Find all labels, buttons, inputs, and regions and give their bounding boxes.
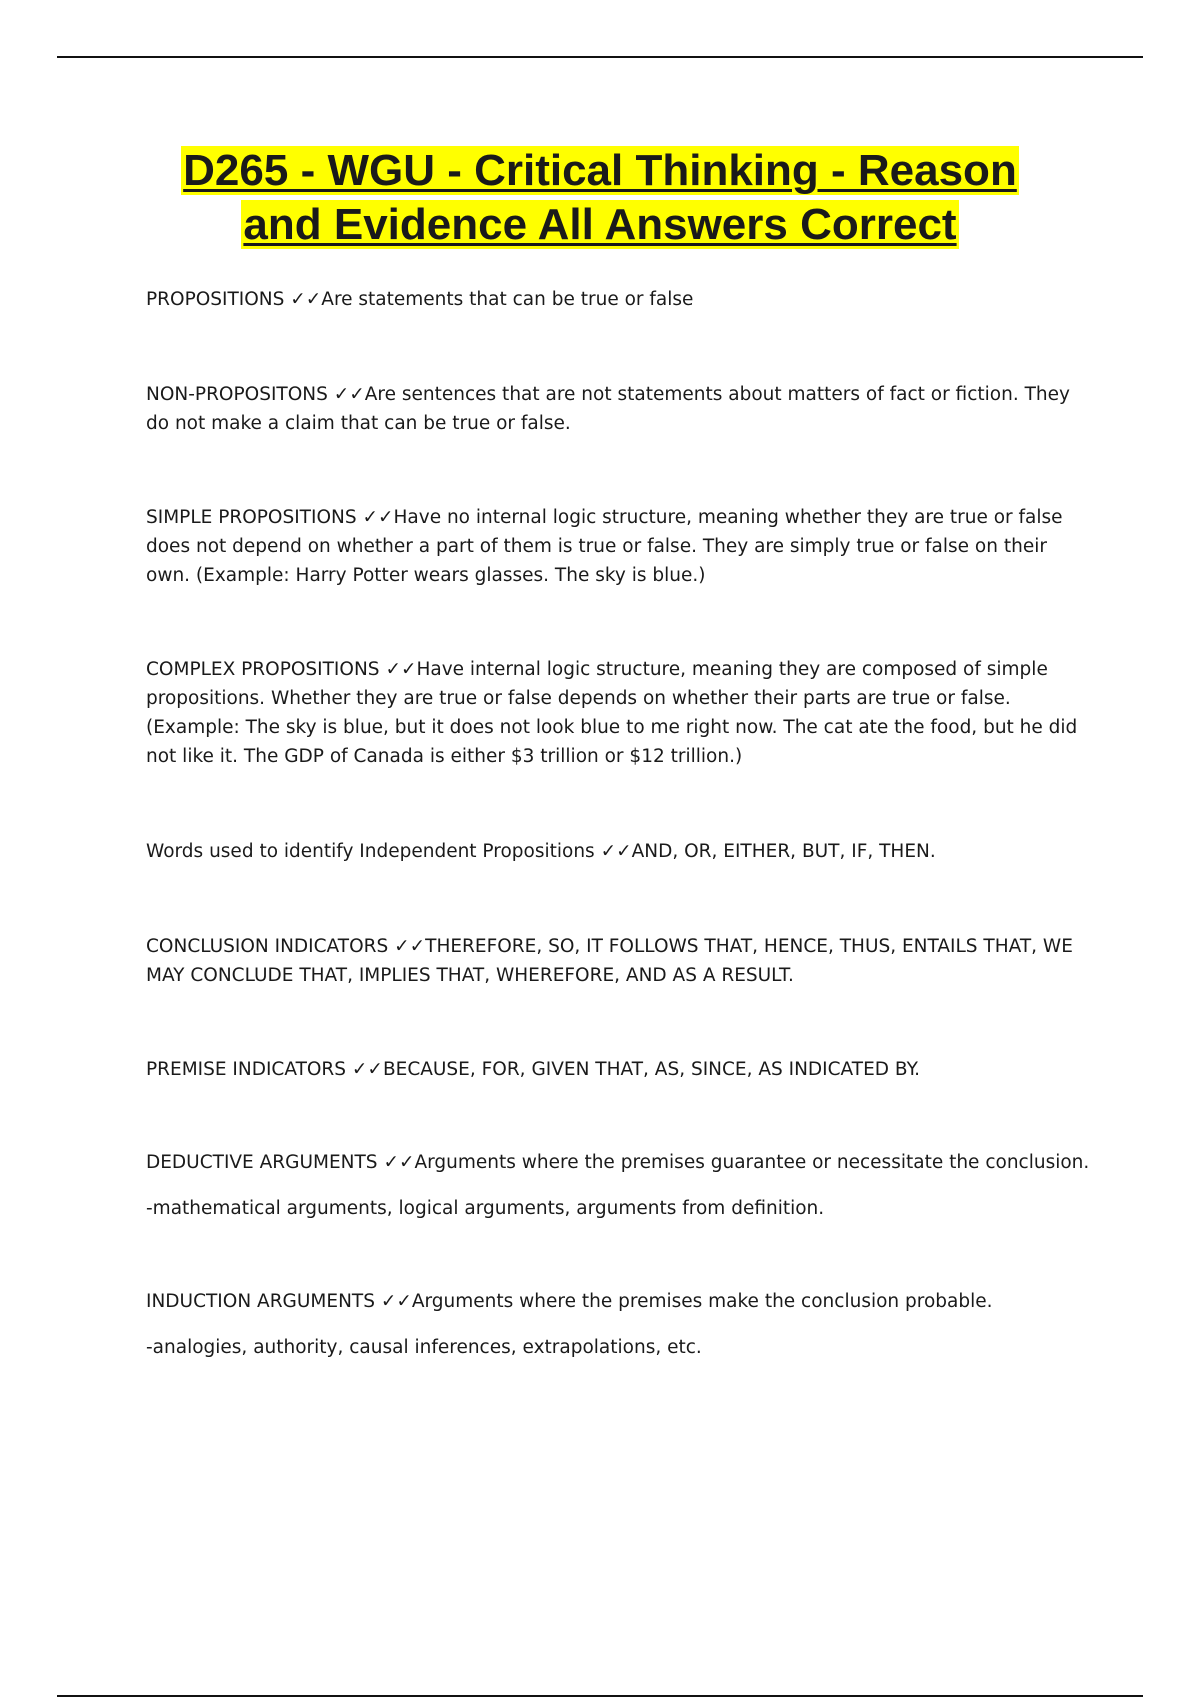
entry-text [146,655,1096,771]
entry-text [146,380,1096,438]
entry-term: PREMISE INDICATORS [146,1059,347,1080]
double-check-icon: ✓✓ [362,507,394,528]
entry-term: INDUCTION ARGUMENTS [146,1291,375,1312]
entry-text [146,285,1096,314]
entry-definition: THEREFORE, SO, IT FOLLOWS THAT, HENCE, THUS, ENTAILS THAT, WE MAY CONCLUDE THAT, IMPLIES THAT, WHEREFORE, AND AS A RESULT. [146,936,1073,986]
double-check-icon: ✓✓ [380,1291,412,1312]
entry-definition: Are statements that can be true or false [321,289,694,310]
entry-non-propositions [146,380,1096,438]
entry-text [146,1055,1096,1084]
double-check-icon: ✓✓ [600,841,632,862]
entry-propositions [146,285,1096,314]
entry-definition: Have internal logic structure, meaning they are composed of simple propositions. Whether they are true or false depends on whether their parts are true or false. (Example: The sky is blue, but it does not look blue to me right now. The cat ate the food, but he did not like it. The GDP of Canada is either $3 trillion or $12 trillion.) [146,659,1078,767]
double-check-icon: ✓✓ [333,384,365,405]
entry-conclusion-indicators [146,932,1096,990]
entry-term: SIMPLE PROPOSITIONS [146,507,357,528]
entry-text [146,503,1096,590]
entry-text [146,1148,1096,1177]
bottom-rule [57,1695,1143,1697]
entry-term: PROPOSITIONS [146,289,285,310]
entry-premise-indicators [146,1055,1096,1084]
top-rule [57,56,1143,58]
title-line-2: and Evidence All Answers Correct [243,200,957,249]
entry-definition: Have no internal logic structure, meaning whether they are true or false does not depend on whether a part of them is true or false. They are simply true or false on their own. (Example: Harry Potter wears glasses. The sky is blue.) [146,507,1063,586]
entry-term: Words used to identify Independent Propositions [146,841,595,862]
double-check-icon: ✓✓ [383,1152,415,1173]
entry-examples: -analogies, authority, causal inferences, extrapolations, etc. [146,1337,702,1358]
double-check-icon: ✓✓ [385,659,417,680]
document-title [100,144,1100,252]
entry-text [146,1287,1096,1316]
entry-induction-arguments [146,1287,1096,1362]
entry-term: NON-PROPOSITONS [146,384,328,405]
entry-definition: Arguments where the premises guarantee or necessitate the conclusion. [414,1152,1090,1173]
entry-term: CONCLUSION INDICATORS [146,936,389,957]
entry-term: DEDUCTIVE ARGUMENTS [146,1152,378,1173]
entry-definition: BECAUSE, FOR, GIVEN THAT, AS, SINCE, AS INDICATED BY. [382,1059,920,1080]
entry-definition: Arguments where the premises make the conclusion probable. [411,1291,993,1312]
entry-term: COMPLEX PROPOSITIONS [146,659,380,680]
entry-deductive-arguments [146,1148,1096,1223]
entry-definition: AND, OR, EITHER, BUT, IF, THEN. [631,841,936,862]
entry-definition: Are sentences that are not statements about matters of fact or fiction. They do not make a claim that can be true or false. [146,384,1070,434]
entry-text [146,932,1096,990]
title-line-1: D265 - WGU - Critical Thinking - Reason [183,146,1017,195]
entry-complex-propositions [146,655,1096,771]
entry-text [146,837,1096,866]
entry-simple-propositions [146,503,1096,590]
entry-independent-propositions [146,837,1096,866]
double-check-icon: ✓✓ [351,1059,383,1080]
entry-examples: -mathematical arguments, logical arguments, arguments from definition. [146,1198,825,1219]
double-check-icon: ✓✓ [290,289,322,310]
double-check-icon: ✓✓ [394,936,426,957]
